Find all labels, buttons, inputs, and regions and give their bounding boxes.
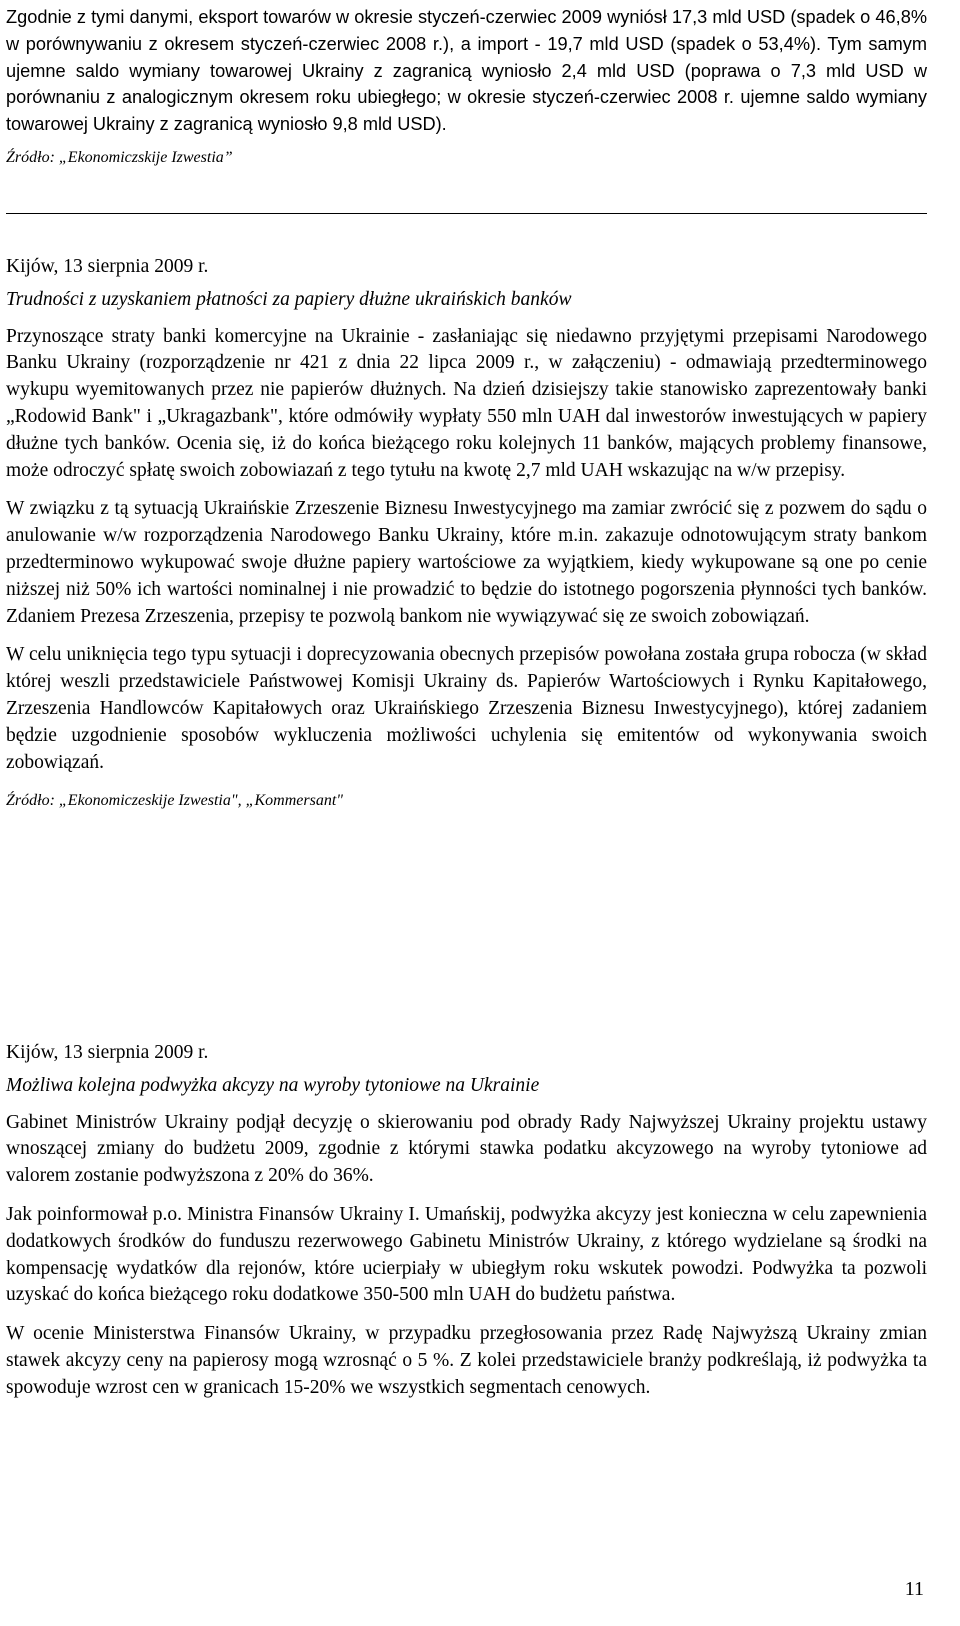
article-2-paragraph: Jak poinformował p.o. Ministra Finansów Ukrainy I. Umańskij, podwyżka akcyzy jest konieczna w celu zapewnienia dodatkowych środków do funduszu rezerwowego Gabinetu Ministrów Ukrainy, z którego wydzielane są środki na kompensację wydatków dla rejonów, które ucierpiały w ubiegłym roku wskutek powodzi. Podwyżka ta pozwoli uzyskać do końca bieżącego roku dodatkowe 350-500 mln UAH do budżetu państwa. — [6, 1203, 927, 1306]
intro-section — [6, 4, 927, 169]
section-divider — [6, 213, 927, 214]
article-1-dateline: Kijów, 13 sierpnia 2009 r. — [6, 256, 209, 277]
article-1-paragraph: W związku z tą sytuacją Ukraińskie Zrzeszenie Biznesu Inwestycyjnego ma zamiar zwrócić się z pozwem do sądu o anulowanie w/w rozporządzenia Narodowego Banku Ukrainy, które m.in. zakazuje odnotowującym straty bankom przedterminowo wykupować swoje dłużne papiery wartościowe za wyjątkiem, kiedy wykupowane są one po cenie niższej niż 50% ich wartości nominalnej i nie prowadzić to będzie do istotnego pogorszenia płynności tych banków. Zdaniem Prezesa Zrzeszenia, przepisy te pozwolą bankom nie wywiązywać się ze swoich zobowiązań. — [6, 498, 927, 627]
article-1-paragraph: Przynoszące straty banki komercyjne na Ukrainie - zasłaniając się niedawno przyjętymi przepisami Narodowego Banku Ukrainy (rozporządzenie nr 421 z dnia 22 lipca 2009 r., w załączeniu) - odmawiają przedterminowego wykupu wyemitowanych przez nie papierów dłużnych. Na dzień dzisiejszy takie stanowisko zaprezentowały banki „Rodowid Bank" i „Ukragazbank", które odmówiły wypłaty 550 mln UAH dal inwestorów inwestujących w papiery dłużne tych banków. Ocenia się, iż do końca bieżącego roku kolejnych 11 banków, mających problemy finansowe, może odroczyć spłatę swoich zobowiazań z tego tytułu na kwotę 2,7 mld UAH wskazując na w/w przepisy. — [6, 325, 927, 481]
intro-paragraph: Zgodnie z tymi danymi, eksport towarów w okresie styczeń-czerwiec 2009 wyniósł 17,3 mld USD (spadek o 46,8% w porównywaniu z okresem styczeń-czerwiec 2008 r.), a import - 19,7 mld USD (spadek o 53,4%). Tym samym ujemne saldo wymiany towarowej Ukrainy z zagranicą wyniosło 2,4 mld USD (poprawa o 7,3 mld USD w porównaniu z analogicznym okresem roku ubiegłego; w okresie styczeń-czerwiec 2008 r. ujemne saldo wymiany towarowej Ukrainy z zagranicą wyniosło 9,8 mld USD). — [6, 7, 927, 135]
article-2-dateline: Kijów, 13 sierpnia 2009 r. — [6, 1042, 209, 1063]
article-1-title: Trudności z uzyskaniem płatności za papiery dłużne ukraińskich banków — [6, 288, 572, 310]
article-2-paragraph: W ocenie Ministerstwa Finansów Ukrainy, w przypadku przegłosowania przez Radę Najwyższą Ukrainy zmian stawek akcyzy ceny na papierosy mogą wzrosnąć o 5 %. Z kolei przedstawiciele branży podkreślają, iż podwyżka ta spowoduje wzrost cen w granicach 15-20% we wszystkich segmentach cenowych. — [6, 1323, 927, 1398]
article-2 — [6, 1040, 927, 1402]
article-1-source: Źródło: „Ekonomiczeskije Izwestia", „Kommersant" — [6, 792, 343, 810]
article-1 — [6, 254, 927, 812]
intro-source: Źródło: „Ekonomiczskije Izwestia” — [6, 148, 233, 166]
page-number: 11 — [904, 1578, 924, 1600]
article-1-paragraph: W celu uniknięcia tego typu sytuacji i doprecyzowania obecnych przepisów powołana została grupa robocza (w skład której weszli przedstawiciele Państwowej Komisji Ukrainy ds. Papierów Wartościowych i Rynku Kapitałowego, Zrzeszenia Handlowców Kapitałowych oraz Ukraińskiego Zrzeszenia Biznesu Inwestycyjnego), której zadaniem będzie uzgodnienie sposobów wykluczenia możliwości uchylenia się emitentów od wykonywania swoich zobowiązań. — [6, 644, 927, 773]
article-2-paragraph: Gabinet Ministrów Ukrainy podjął decyzję o skierowaniu pod obrady Rady Najwyższej Ukrainy projektu ustawy wnoszącej zmiany do budżetu 2009, zgodnie z którymi stawka podatku akcyzowego na wyroby tytoniowe ad valorem zostanie podwyższona z 20% do 36%. — [6, 1111, 927, 1187]
article-2-title: Możliwa kolejna podwyżka akcyzy na wyroby tytoniowe na Ukrainie — [6, 1074, 540, 1096]
